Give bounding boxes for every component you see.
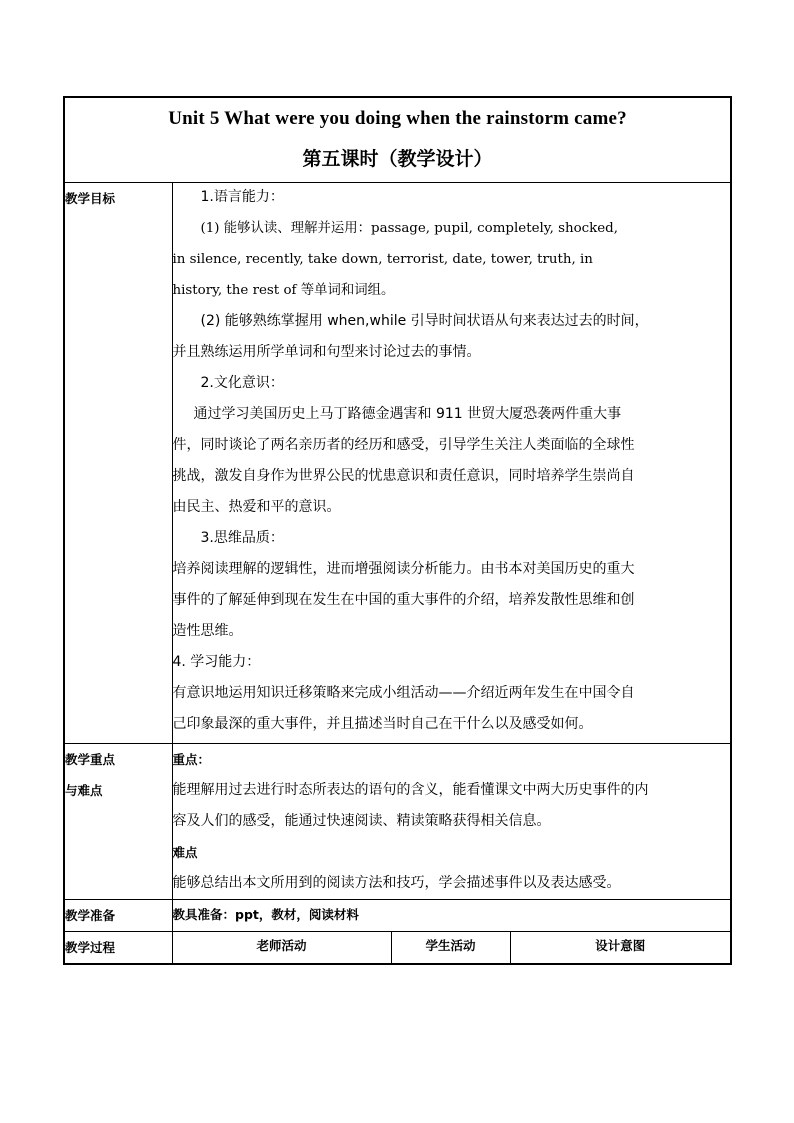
objective-3-heading: 3.思维品质： <box>200 530 284 546</box>
focus-line-1: 能理解用过去进行时态所表达的语句的含义，能看懂课文中两大历史事件的内 <box>172 782 649 798</box>
key-points-label-line-1: 教学重点 <box>65 752 116 767</box>
title-chinese: 第五课时（教学设计） <box>302 148 493 170</box>
design-intent-header: 设计意图 <box>510 932 731 965</box>
focus-line-2: 容及人们的感受，能通过快速阅读、精读策略获得相关信息。 <box>172 813 551 829</box>
preparation-value: 教具准备：ppt，教材，阅读材料 <box>172 907 359 922</box>
process-label: 教学过程 <box>65 940 116 955</box>
objective-1-item-1-line-1: (1) 能够认读、理解并运用：passage, pupil, completely, shocked, <box>200 221 619 236</box>
objectives-label: 教学目标 <box>65 191 116 206</box>
objective-1-item-1-line-2: in silence, recently, take down, terrorist, date, tower, truth, in <box>172 252 593 267</box>
title-row <box>64 97 731 183</box>
teacher-activity-header: 老师活动 <box>172 932 391 965</box>
culture-line-2: 件，同时谈论了两名亲历者的经历和感受，引导学生关注人类面临的全球性 <box>172 437 635 453</box>
thinking-line-1: 培养阅读理解的逻辑性，进而增强阅读分析能力。由书本对美国历史的重大 <box>172 561 635 577</box>
culture-line-4: 由民主、热爱和平的意识。 <box>172 499 341 515</box>
objective-1-item-1-line-3: history, the rest of 等单词和词组。 <box>172 283 395 298</box>
preparation-row <box>64 900 731 932</box>
objective-1-heading: 1.语言能力： <box>200 189 284 205</box>
key-points-row <box>64 744 731 900</box>
objective-4-heading: 4. 学习能力： <box>172 654 261 670</box>
objectives-row <box>64 183 731 744</box>
preparation-label: 教学准备 <box>65 908 116 923</box>
learning-line-1: 有意识地运用知识迁移策略来完成小组活动——介绍近两年发生在中国令自 <box>172 685 635 701</box>
key-points-label-line-2: 与难点 <box>65 783 103 798</box>
focus-heading: 重点： <box>172 752 211 767</box>
objective-1-item-2-line-1: (2) 能够熟练掌握用 when,while 引导时间状语从句来表达过去的时间， <box>200 313 649 329</box>
difficulty-line-1: 能够总结出本文所用到的阅读方法和技巧，学会描述事件以及表达感受。 <box>172 875 621 891</box>
culture-line-1: 通过学习美国历史上马丁路德金遇害和 911 世贸大厦恐袭两件重大事 <box>193 406 622 422</box>
title-english: Unit 5 What were you doing when the rainstorm came? <box>168 108 627 129</box>
difficulty-heading: 难点 <box>172 845 198 860</box>
learning-line-2: 己印象最深的重大事件，并且描述当时自己在干什么以及感受如何。 <box>172 716 593 732</box>
objective-1-item-2-line-2: 并且熟练运用所学单词和句型来讨论过去的事情。 <box>172 344 481 360</box>
culture-line-3: 挑战，激发自身作为世界公民的忧患意识和责任意识，同时培养学生崇尚自 <box>172 468 635 484</box>
objective-2-heading: 2.文化意识： <box>200 375 284 391</box>
thinking-line-3: 造性思维。 <box>172 623 243 639</box>
thinking-line-2: 事件的了解延伸到现在发生在中国的重大事件的介绍，培养发散性思维和创 <box>172 592 635 608</box>
lesson-plan-table <box>63 96 732 965</box>
process-row <box>64 932 731 965</box>
lesson-plan-page <box>63 96 730 965</box>
student-activity-header: 学生活动 <box>391 932 510 965</box>
